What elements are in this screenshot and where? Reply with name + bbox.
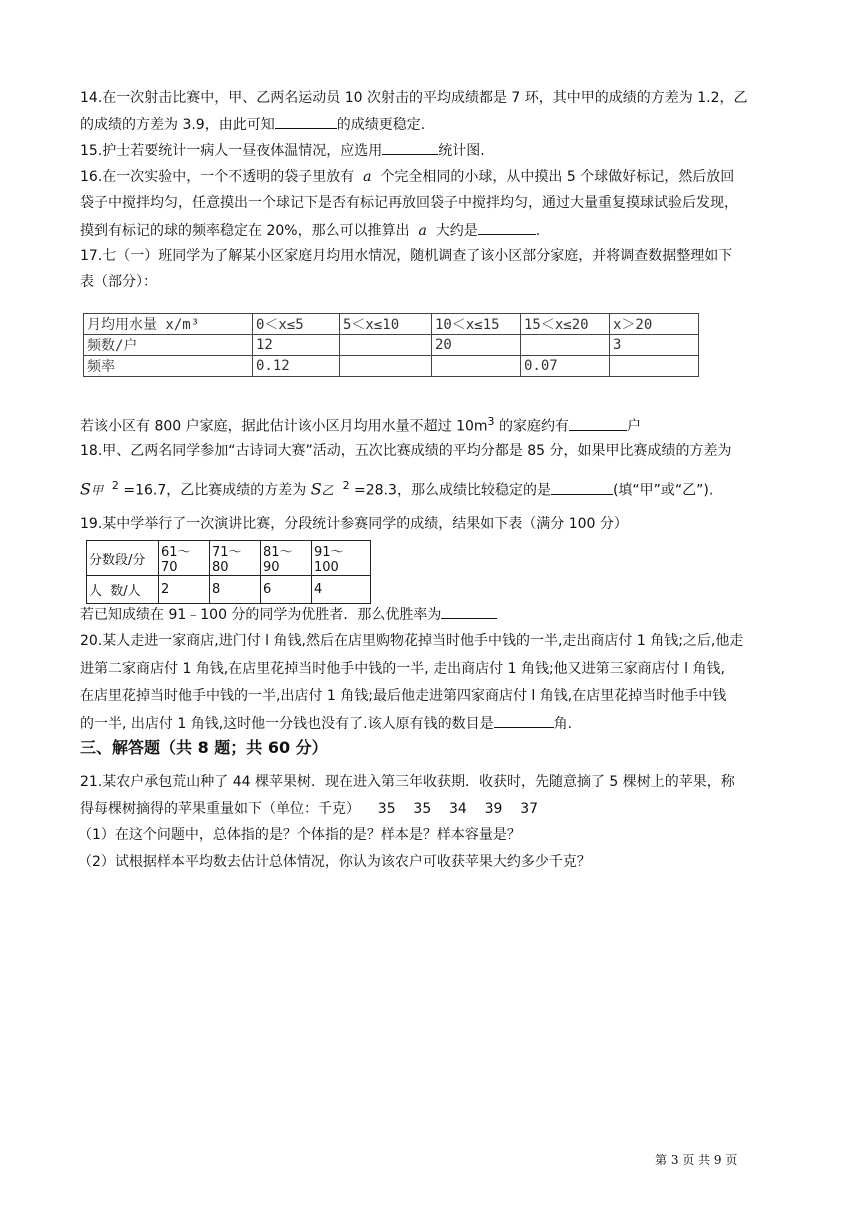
q18-sub-jia: 甲 xyxy=(90,483,103,498)
q18-answer-blank[interactable] xyxy=(551,480,613,495)
table-cell: 0.07 xyxy=(521,356,610,377)
table-cell xyxy=(521,335,610,356)
table-cell: 91～100 xyxy=(312,541,371,576)
q18-tail: (填“甲”或“乙”). xyxy=(612,482,714,499)
q17-text-a: 若该小区有 800 户家庭，据此估计该小区月均用水量不超过 10m xyxy=(80,418,488,435)
q16-text-c: 摸到有标记的球的频率稳定在 20%，那么可以推算出 xyxy=(80,223,410,239)
table-cell: 频数/户 xyxy=(84,335,253,356)
q20-answer-blank[interactable] xyxy=(494,713,554,728)
table-cell: 5＜x≤10 xyxy=(340,314,432,335)
q17-superscript: 3 xyxy=(487,415,495,428)
q17-text-b: 的家庭约有 xyxy=(494,418,569,435)
table-cell: 频率 xyxy=(84,356,253,377)
table-cell: 61～70 xyxy=(159,541,210,576)
table-cell: 月均用水量 x/m³ xyxy=(84,314,253,335)
q14-text-b: 的成绩更稳定. xyxy=(336,117,426,133)
q21-line2: 得每棵树摘得的苹果重量如下（单位：千克） 35 35 34 39 37 xyxy=(80,801,539,817)
q16-line3 xyxy=(80,220,540,241)
table-cell: 15＜x≤20 xyxy=(521,314,610,335)
table-cell xyxy=(340,356,432,377)
q16-text-b: 个完全相同的小球，从中摸出 5 个球做好标记，然后放回 xyxy=(380,169,735,185)
q21-part1: （1）在这个问题中，总体指的是？个体指的是？样本是？样本容量是？ xyxy=(78,827,521,843)
q14-text-a: 的成绩的方差为 3.9，由此可知 xyxy=(80,117,275,133)
table-row xyxy=(84,335,699,356)
table-cell: 12 xyxy=(253,335,340,356)
q19-answer-blank[interactable] xyxy=(441,604,497,619)
table-cell: 81～90 xyxy=(261,541,312,576)
q17-answer-blank[interactable] xyxy=(569,416,627,431)
q16-text-e: . xyxy=(535,223,541,239)
q19-line1: 19.某中学举行了一次演讲比赛，分段统计参赛同学的成绩，结果如下表（满分 100 分） xyxy=(80,516,628,532)
q21-part2: （2）试根据样本平均数去估计总体情况，你认为该农户可收获苹果大约多少千克？ xyxy=(78,854,591,870)
table-row xyxy=(87,541,371,576)
q18-val1: =16.7，乙比赛成绩的方差为 xyxy=(123,482,307,499)
q16-variable-a: a xyxy=(363,169,372,185)
q15-answer-blank[interactable] xyxy=(382,140,438,155)
table-cell: 0.12 xyxy=(253,356,340,377)
q18-line2 xyxy=(80,476,713,501)
table-cell xyxy=(610,356,699,377)
q18-val2: =28.3，那么成绩比较稳定的是 xyxy=(354,482,551,499)
table-row xyxy=(87,576,371,604)
q21-line1: 21.某农户承包荒山种了 44 棵苹果树．现在进入第三年收获期．收获时，先随意摘了 5 棵树上的苹果，称 xyxy=(80,774,735,790)
table-cell: 6 xyxy=(261,576,312,604)
q14-line1: 14.在一次射击比赛中，甲、乙两名运动员 10 次射击的平均成绩都是 7 环，其中甲的成绩的方差为 1.2，乙 xyxy=(80,90,748,106)
table-cell xyxy=(432,356,521,377)
q20-line1: 20.某人走进一家商店,进门付 l 角钱,然后在店里购物花掉当时他手中钱的一半,走出商店付 1 角钱;之后,他走 xyxy=(80,633,744,649)
table-cell: 分数段/分 xyxy=(87,541,159,576)
q18-variance-symbol-jia: S xyxy=(80,479,91,499)
q16-text-d: 大约是 xyxy=(435,223,478,239)
q18-variance-symbol-yi: S xyxy=(310,479,322,499)
q20-text-a: 的一半, 出店付 1 角钱,这时他一分钱也没有了.该人原有钱的数目是 xyxy=(80,716,494,732)
q20-line3: 在店里花掉当时他手中钱的一半,出店付 1 角钱;最后他走进第四家商店付 l 角钱,在店里花掉当时他手中钱 xyxy=(80,688,727,704)
q16-line1 xyxy=(80,167,734,187)
q18-square-yi: 2 xyxy=(342,479,350,492)
q18-sub-yi: 乙 xyxy=(321,483,334,498)
q17-line1: 17.七（一）班同学为了解某小区家庭月均用水情况，随机调查了该小区部分家庭，并将调查数据整理如下 xyxy=(80,248,733,264)
table-cell: 4 xyxy=(312,576,371,604)
q16-variable-a-2: a xyxy=(418,223,427,239)
q14-line2 xyxy=(80,114,425,135)
q17-water-usage-table xyxy=(83,313,699,377)
q19-score-table xyxy=(86,540,371,604)
table-row xyxy=(84,356,699,377)
table-cell: x＞20 xyxy=(610,314,699,335)
table-cell: 人 数/人 xyxy=(87,576,159,604)
q16-line2: 袋子中搅拌均匀，任意摸出一个球记下是否有标记再放回袋子中搅拌均匀，通过大量重复摸球试验后发现， xyxy=(80,195,738,211)
table-row xyxy=(84,314,699,335)
section-title: 三、解答题（共 8 题；共 60 分） xyxy=(80,738,328,757)
page-number: 第 3 页 共 9 页 xyxy=(655,1153,738,1167)
q15-line xyxy=(80,140,485,161)
q14-answer-blank[interactable] xyxy=(275,114,337,129)
q19-text: 若已知成绩在 91﹣100 分的同学为优胜者．那么优胜率为 xyxy=(80,607,442,623)
q16-text-a: 16.在一次实验中，一个不透明的袋子里放有 xyxy=(80,169,355,185)
q17-question xyxy=(80,412,641,437)
q15-text-b: 统计图. xyxy=(438,143,485,159)
table-cell: 0＜x≤5 xyxy=(253,314,340,335)
q16-answer-blank[interactable] xyxy=(478,220,536,235)
q18-line1: 18.甲、乙两名同学参加“古诗词大赛”活动，五次比赛成绩的平均分都是 85 分，如果甲比赛成绩的方差为 xyxy=(80,443,732,459)
table-cell: 3 xyxy=(610,335,699,356)
table-cell: 8 xyxy=(210,576,261,604)
table-cell: 71～80 xyxy=(210,541,261,576)
q20-line4 xyxy=(80,713,572,734)
q20-line2: 进第二家商店付 1 角钱,在店里花掉当时他手中钱的一半, 走出商店付 1 角钱;他又进第三家商店付 l 角钱, xyxy=(80,661,725,677)
q20-text-b: 角. xyxy=(553,716,573,732)
table-cell xyxy=(340,335,432,356)
q19-question xyxy=(80,604,497,625)
table-cell: 10＜x≤15 xyxy=(432,314,521,335)
q18-square-jia: 2 xyxy=(111,479,119,492)
q17-line2: 表（部分）： xyxy=(80,274,157,290)
q17-text-c: 户 xyxy=(626,418,641,435)
q15-text-a: 15.护士若要统计一病人一昼夜体温情况，应选用 xyxy=(80,143,383,159)
table-cell: 2 xyxy=(159,576,210,604)
table-cell: 20 xyxy=(432,335,521,356)
